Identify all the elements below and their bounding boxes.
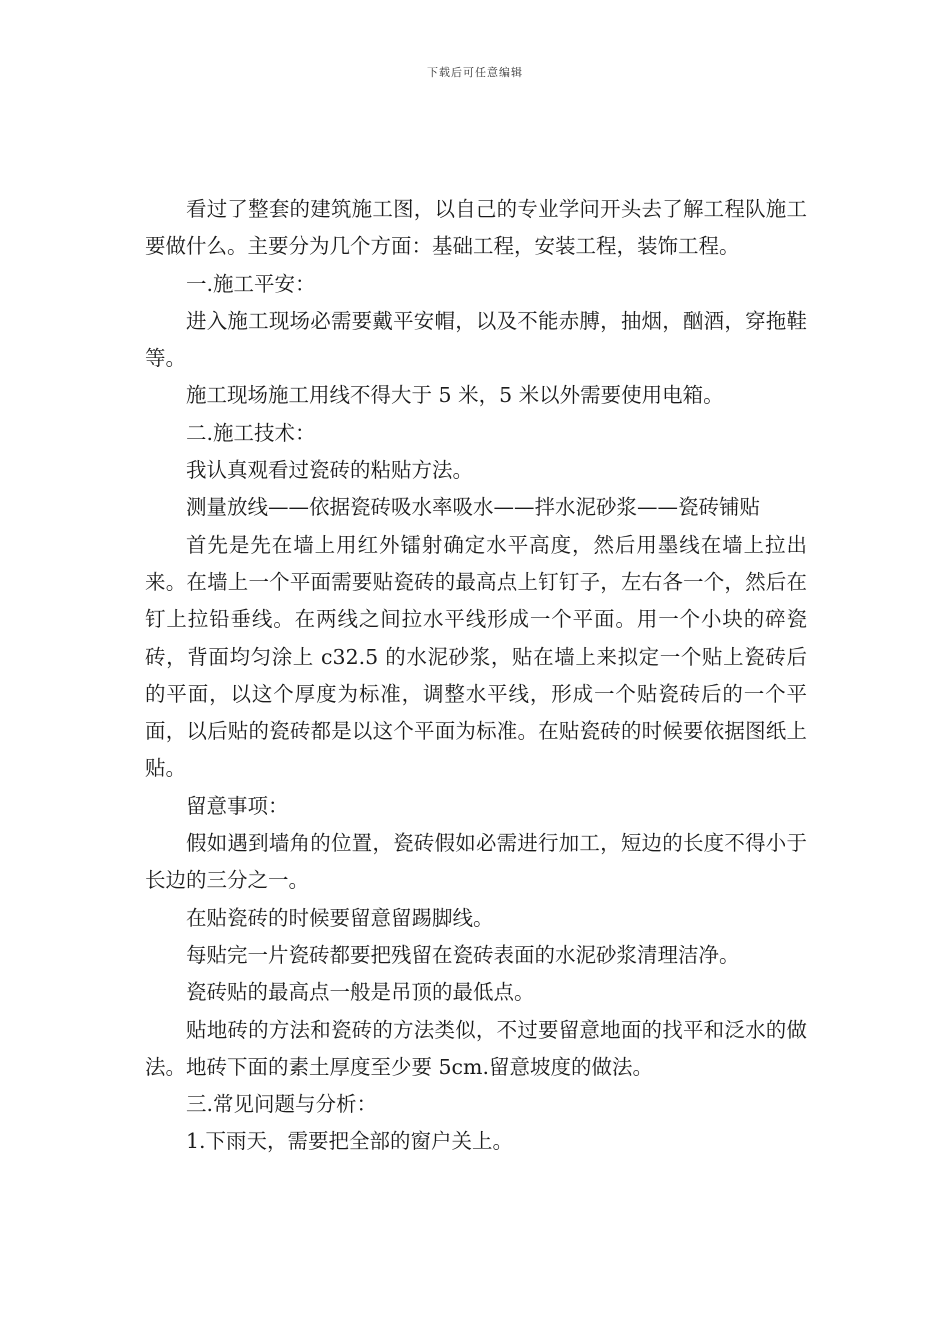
problem-paragraph-1: 1.下雨天，需要把全部的窗户关上。 [186, 1129, 514, 1154]
intro-paragraph: 看过了整套的建筑施工图，以自己的专业学问开头去了解工程队施工要做什么。主要分为几个方面：基础工程，安装工程，装饰工程。 [145, 197, 807, 259]
document-body [145, 191, 807, 1161]
safety-paragraph-1: 进入施工现场必需要戴平安帽，以及不能赤膊，抽烟，酗酒，穿拖鞋等。 [145, 308, 807, 371]
note-paragraph-4: 瓷砖贴的最高点一般是吊顶的最低点。 [186, 980, 535, 1005]
note-paragraph-2: 在贴瓷砖的时候要留意留踢脚线。 [186, 905, 494, 930]
technique-steps-paragraph: 测量放线——依据瓷砖吸水率吸水——拌水泥砂浆——瓷砖铺贴 [186, 495, 760, 520]
note-paragraph-5: 贴地砖的方法和瓷砖的方法类似，不过要留意地面的找平和泛水的做法。地砖下面的素土厚度至少要 5cm.留意坡度的做法。 [145, 1017, 807, 1079]
note-paragraph-3: 每贴完一片瓷砖都要把残留在瓷砖表面的水泥砂浆清理洁净。 [186, 942, 740, 967]
page-header: 下载后可任意编辑 [427, 66, 523, 79]
notes-heading: 留意事项： [186, 793, 289, 818]
technique-detail-paragraph: 首先是先在墙上用红外镭射确定水平高度，然后用墨线在墙上拉出来。在墙上一个平面需要贴瓷砖的最高点上钉钉子，左右各一个，然后在钉上拉铅垂线。在两线之间拉水平线形成一个平面。用一个小块的碎瓷砖，背面均匀涂上 c32.5 的水泥砂浆，贴在墙上来拟定一个贴上瓷砖后的平面，以这个厚度为标准，调整水平线，形成一个贴瓷砖后的一个平面，以后贴的瓷砖都是以这个平面为标准。在贴瓷砖的时候要依据图纸上贴。 [145, 532, 807, 781]
section-heading-problems: 三.常见问题与分析： [186, 1092, 378, 1117]
section-heading-safety: 一.施工平安： [186, 271, 316, 296]
section-heading-technique: 二.施工技术： [186, 420, 316, 445]
safety-paragraph-2: 施工现场施工用线不得大于 5 米，5 米以外需要使用电箱。 [186, 383, 724, 408]
note-paragraph-1: 假如遇到墙角的位置，瓷砖假如必需进行加工，短边的长度不得小于长边的三分之一。 [145, 831, 807, 893]
technique-paragraph-1: 我认真观看过瓷砖的粘贴方法。 [186, 458, 473, 483]
